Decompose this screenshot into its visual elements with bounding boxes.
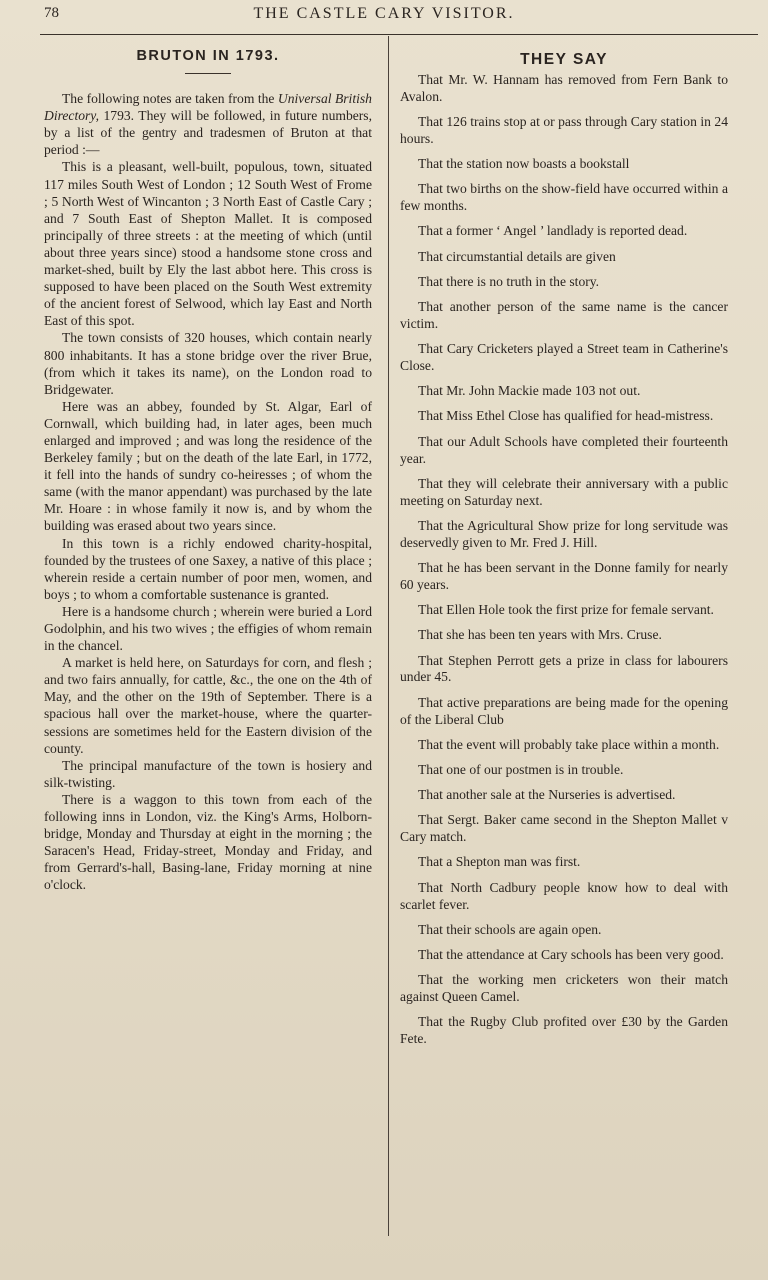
they-say-item: That another person of the same name is the cancer victim. xyxy=(400,299,728,331)
they-say-item: That 126 trains stop at or pass through Cary station in 24 hours. xyxy=(400,114,728,146)
they-say-item: That a Shepton man was first. xyxy=(418,854,581,870)
they-say-item: That their schools are again open. xyxy=(418,921,602,937)
they-say-item: That the working men cricketers won their match against Queen Camel. xyxy=(400,972,728,1005)
they-say-item: That the Agricultural Show prize for long servitude was deservedly given to Mr. Fred J. Hill. xyxy=(400,517,728,550)
they-say-item: That one of our postmen is in trouble. xyxy=(418,761,624,777)
article-heading: BRUTON IN 1793. xyxy=(136,48,280,64)
article-paragraph: This is a pleasant, well-built, populous, town, situated 117 miles South West of London ; 12 South West of Frome ; 5 North West of Wincanton ; 3 North East of Castle Cary ; and 7 South East of Shepton Mallet. It is composed principally of three streets : at the meeting of which (until about three years since) stood a handsome stone cross and market-shed, built by Ely the last abbot here. This cross is supposed to have been placed on the South West extremity of the ancient forest of Selwood, which lay East and North East of this spot. xyxy=(44,159,372,329)
they-say-item: That Ellen Hole took the first prize for female servant. xyxy=(418,602,714,618)
they-say-item: That Mr. John Mackie made 103 not out. xyxy=(418,383,641,399)
they-say-item: That the Rugby Club profited over £30 by the Garden Fete. xyxy=(400,1014,728,1047)
left-column xyxy=(44,48,372,894)
they-say-item: That they will celebrate their anniversary with a public meeting on Saturday next. xyxy=(400,475,728,508)
they-say-item: That Stephen Perrott gets a prize in class for labourers under 45. xyxy=(400,652,728,685)
header-rule xyxy=(40,34,758,35)
column-divider xyxy=(388,36,389,1236)
right-column xyxy=(400,52,728,1056)
article-paragraph: A market is held here, on Saturdays for corn, and flesh ; and two fairs annually, for cattle, &c., the one on the 4th of May, and the other on the 19th of September. There is a spacious hall over the market-house, where the quarter-sessions are sometimes held for the Eastern division of the county. xyxy=(44,655,372,756)
they-say-item: That the attendance at Cary schools has been very good. xyxy=(418,946,724,962)
they-say-item: That circumstantial details are given xyxy=(418,248,616,264)
they-say-item: That North Cadbury people know how to deal with scarlet fever. xyxy=(400,879,728,912)
article-paragraph: Here is a handsome church ; wherein were buried a Lord Godolphin, and his two wives ; the effigies of whom remain in the chancel. xyxy=(44,603,372,654)
they-say-item: That another sale at the Nurseries is advertised. xyxy=(418,787,676,803)
they-say-item: That she has been ten years with Mrs. Cruse. xyxy=(418,627,662,643)
article-paragraph: In this town is a richly endowed charity-hospital, founded by the trustees of one Saxey, a native of this place ; wherein reside a certain number of poor men, women, and boys ; to whom a comfortable sustenance is granted. xyxy=(44,535,372,602)
directory-title: Universal British Directory, xyxy=(44,91,372,124)
intro-paragraph xyxy=(44,90,372,158)
they-say-item: That Miss Ethel Close has qualified for head-mistress. xyxy=(418,408,714,424)
article-paragraph: The town consists of 320 houses, which contain nearly 800 inhabitants. It has a stone bridge over the river Brue, (from which it takes its name), on the London road to Bridgewater. xyxy=(44,330,372,397)
intro-text-rest: 1793. They will be followed, in future numbers, by a list of the gentry and tradesmen of Bruton at that period :— xyxy=(44,108,372,158)
they-say-item: That Mr. W. Hannam has removed from Fern Bank to Avalon. xyxy=(400,71,728,104)
article-paragraph: There is a waggon to this town from each of the following inns in London, viz. the King's Arms, Holborn-bridge, Monday and Thursday at eight in the morning ; the Saracen's Head, Friday-street, Monday and Friday, and from Gerrard's-hall, Basing-lane, Friday morning at nine o'clock. xyxy=(44,791,372,893)
article-paragraph: Here was an abbey, founded by St. Algar, Earl of Cornwall, which building had, in later ages, been much enlarged and improved ; and was long the residence of the Berkeley family ; but on the death of the late Earl, in 1772, it fell into the hands of sundry co-heiresses ; of whom the same (with the manor appendant) was purchased by the late Mr. Hoare : in whose family it now is, and by whom the building was erased about two years since. xyxy=(44,398,372,534)
they-say-item: That Sergt. Baker came second in the Shepton Mallet v Cary match. xyxy=(400,812,728,845)
intro-text: The following notes are taken from the xyxy=(62,91,275,107)
page-header xyxy=(0,0,768,30)
they-say-heading: THEY SAY xyxy=(520,51,608,68)
they-say-item: That active preparations are being made for the opening of the Liberal Club xyxy=(400,694,728,727)
heading-dash xyxy=(185,73,231,74)
they-say-item: That he has been servant in the Donne family for nearly 60 years. xyxy=(400,560,728,592)
they-say-item: That our Adult Schools have completed their fourteenth year. xyxy=(400,433,728,466)
they-say-item: That the event will probably take place within a month. xyxy=(418,736,720,752)
they-say-item: That there is no truth in the story. xyxy=(418,273,600,289)
article-paragraph: The principal manufacture of the town is hosiery and silk-twisting. xyxy=(44,757,372,790)
they-say-item: That Cary Cricketers played a Street team in Catherine's Close. xyxy=(400,341,728,374)
they-say-item: That two births on the show-field have occurred within a few months. xyxy=(400,181,728,214)
page-number: 78 xyxy=(44,5,59,21)
they-say-item: That a former ‘ Angel ’ landlady is reported dead. xyxy=(418,223,688,239)
running-title: THE CASTLE CARY VISITOR. xyxy=(253,5,515,22)
they-say-item: That the station now boasts a bookstall xyxy=(418,156,630,172)
